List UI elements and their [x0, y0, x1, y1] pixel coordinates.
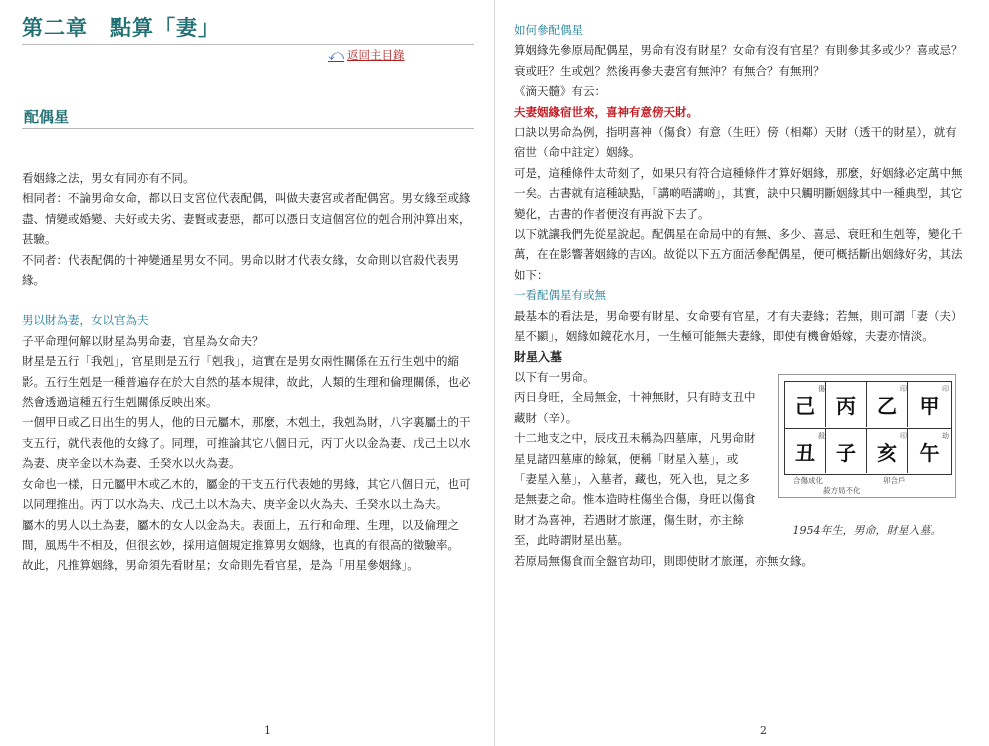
bazi-grid	[784, 381, 952, 475]
branch-cell: 丑	[785, 428, 826, 473]
subheading: 一看配偶星有或無	[514, 288, 606, 303]
paragraph: 《滴天髓》有云：	[514, 84, 606, 99]
paragraph: 相同者：不論男命女命，都以日支宮位代表配偶，叫做夫妻宮或者配偶宮。男女緣至或緣盡、情變或婚變、夫好或夫劣、妻賢或妻惡，都可以憑日支這個宮位的剋合刑沖算出來，甚驗。	[22, 191, 471, 247]
chart-caption: 1954年生，男命，財星入墓。	[792, 524, 942, 537]
subheading: 財星入墓	[514, 349, 563, 364]
chapter-title-rule	[22, 44, 474, 45]
paragraph: 以下有一男命。	[514, 369, 595, 384]
paragraph: 算姻緣先參原局配偶星，男命有沒有財星？女命有沒有官星？有則參其多或少？喜或忌？衰或旺？生或剋？然後再參夫妻宮有無沖？有無合？有無刑？	[514, 43, 963, 78]
left-page-body	[22, 168, 474, 576]
chart-side-text	[514, 367, 759, 551]
paragraph: 女命也一樣，日元屬甲木或乙木的，屬金的干支五行代表她的男緣，其它八個日元，也可以同理推出。丙丁以水為夫、戊己土以木為夫、庚辛金以火為夫、壬癸水以土為夫。	[22, 476, 471, 512]
ten-god-tag: 殺	[818, 432, 825, 440]
chapter-title: 第二章 點算「妻」	[22, 15, 220, 40]
paragraph: 最基本的看法是，男命要有財星、女命要有官星，才有夫妻緣；若無，則可謂「妻（夫）星不顯」，姻緣如鏡花水月，一生極可能無夫妻緣，即使有機會婚嫁，夫妻亦情淡。	[514, 308, 963, 344]
branch-cell: 亥	[867, 428, 908, 473]
paragraph: 看姻緣之法，男女有同亦有不同。	[22, 171, 195, 185]
back-to-main-toc-link[interactable]	[328, 46, 405, 64]
ten-god-tag: 傷	[818, 385, 825, 393]
paragraph: 故此，凡推算姻緣，男命須先看財星；女命則先看官星，是為「用星參姻緣」。	[22, 558, 419, 573]
section-title-rule	[22, 128, 474, 129]
stem-cell: 乙	[867, 382, 908, 427]
paragraph: 財星是五行「我剋」，官星則是五行「剋我」，這實在是男女兩性關係在五行生剋中的縮影。五行生剋是一種普遍存在於大自然的基本規律，故此，人類的生理和倫理關係，也必然會透過這種五行生剋關係反映出來。	[22, 354, 471, 410]
paragraph: 丙日身旺，全局無金，十神無財，只有時支丑中藏財（辛）。	[514, 390, 756, 425]
stem-cell: 甲	[919, 394, 940, 418]
stem-cell: 丙	[826, 382, 867, 427]
paragraph: 若原局無傷食而全盤官劫印，則即使財才旅運，亦無女緣。	[514, 553, 813, 568]
paragraph: 十二地支之中，辰戌丑未稱為四墓庫，凡男命財星見諸四墓庫的餘氣，便稱「財星入墓」，或「妻星入墓」，入墓者，藏也，死入也，見之多是無妻之命。惟本造時柱傷坐合傷，身旺以傷食財才為喜神，若遇財才旅運，傷生財，亦主餘至，此時謂財星出墓。	[514, 431, 756, 548]
return-arrow-icon: ⤺	[328, 46, 345, 64]
right-page	[496, 0, 989, 746]
ten-god-tag: 印	[942, 385, 949, 393]
paragraph: 以下就讓我們先從星說起。配偶星在命局中的有無、多少、喜忌、衰旺和生剋等，變化千萬，在在影響著姻緣的吉凶。故從以下五方面活參配偶星，便可概括斷出姻緣好劣，其法如下：	[514, 227, 963, 282]
paragraph: 一個甲日或乙日出生的男人，他的日元屬木，那麼，木剋土，我剋為財，八字裏屬土的干支五行，就代表他的女緣了。同理，可推論其它八個日元，丙丁火以金為妻、戊己土以水為妻、庚辛金以木為妻、壬癸水以火為妻。	[22, 415, 471, 471]
ten-god-tag: 劫	[942, 432, 949, 440]
back-link-label: 返回主目錄	[347, 48, 405, 62]
chart-note: 合傷成化	[793, 476, 823, 485]
section-title: 配偶星	[24, 108, 70, 126]
chart-note: 卯合戶	[883, 476, 906, 485]
bazi-chart	[778, 374, 956, 498]
paragraph: 子平命理何解以財星為男命妻，官星為女命夫？	[22, 333, 264, 348]
branch-cell: 子	[826, 428, 867, 473]
chart-note: 殺方局不化	[823, 486, 861, 495]
ten-god-tag: 印	[900, 432, 907, 440]
paragraph: 口訣以男命為例，指明喜神（傷食）有意（生旺）傍（相鄰）天財（透干的財星），就有宿世（命中註定）姻緣。	[514, 125, 957, 160]
stem-cell: 己	[785, 382, 826, 427]
quote-verse: 夫妻姻緣宿世來，喜神有意傍天財。	[514, 104, 698, 119]
paragraph: 可是，這種條件太苛刻了，如果只有符合這種條件才算好姻緣，那麼，好姻緣必定萬中無一矣。古書就有這種缺點，「講啲唔講啲」，其實，訣中只觸明斷姻緣其中一種典型，其它變化，古書的作者便沒有再說下去了。	[514, 165, 963, 221]
branch-cell: 午	[908, 428, 951, 473]
subheading: 男以財為妻，女以官為夫	[22, 313, 149, 328]
ten-god-tag: 印	[900, 385, 907, 393]
paragraph: 屬木的男人以土為妻，屬木的女人以金為夫。表面上，五行和命理、生理，以及倫理之間，風馬牛不相及，但很玄妙，採用這個規定推算男女姻緣，也真的有很高的徵驗率。	[22, 517, 459, 552]
page-number-left: 1	[264, 724, 271, 737]
subheading: 如何參配偶星	[514, 23, 583, 37]
paragraph: 不同者：代表配偶的十神變通星男女不同。男命以財才代表女緣，女命則以官殺代表男緣。	[22, 252, 459, 288]
page-number-right: 2	[760, 724, 767, 737]
